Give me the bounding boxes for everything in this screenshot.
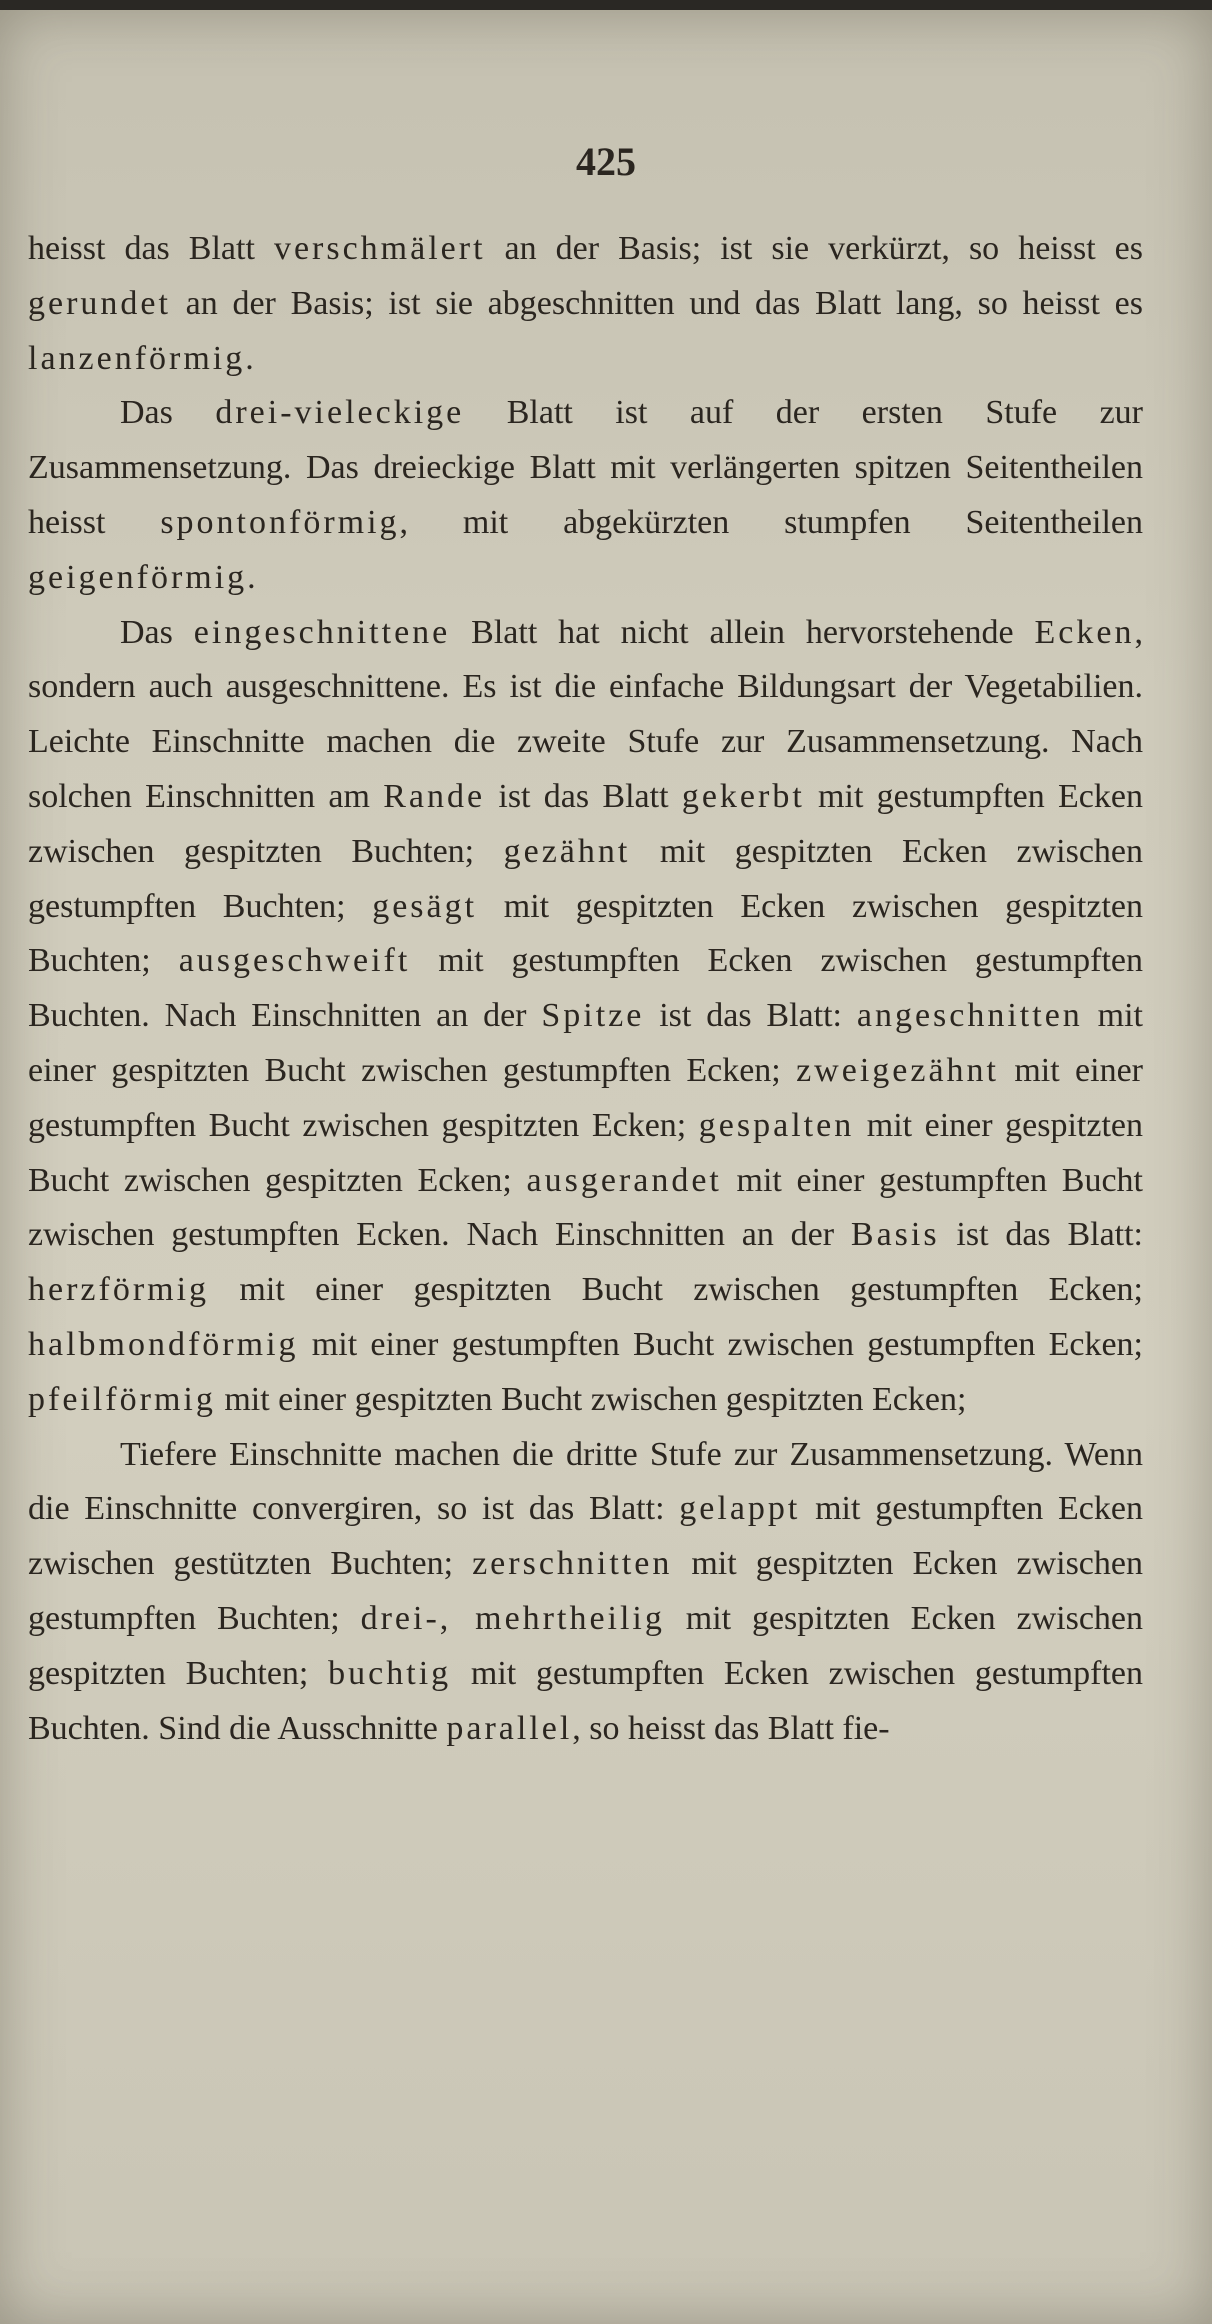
page-number: 425 — [576, 139, 636, 184]
paragraph: Das eingeschnittene Blatt hat nicht allein hervorstehende Ecken, sondern auch ausgeschnittene. Es ist die einfache Bildungsart der Vegetabilien. Leichte Einschnitte machen die zweite Stufe zur Zusammensetzung. Nach solchen Einschnitten am Rande ist das Blatt gekerbt mit gestumpften Ecken zwischen gespitzten Buchten; gezähnt mit gespitzten Ecken zwischen gestumpften Buchten; gesägt mit gespitzten Ecken zwischen gespitzten Buchten; ausgeschweift mit gestumpften Ecken zwischen gestumpften Buchten. Nach Einschnitten an der Spitze ist das Blatt: angeschnitten mit einer gespitzten Bucht zwischen gestumpften Ecken; zweigezähnt mit einer gestumpften Bucht zwischen gespitzten Ecken; gespalten mit einer gespitzten Bucht zwischen gespitzten Ecken; ausgerandet mit einer gestumpften Bucht zwischen gestumpften Ecken. Nach Einschnitten an der Basis ist das Blatt: herzförmig mit einer gespitzten Bucht zwischen gestumpften Ecken; halbmondförmig mit einer gestumpften Bucht zwischen gestumpften Ecken; pfeilförmig mit einer gespitzten Bucht zwischen gespitzten Ecken; — [28, 613, 1144, 1418]
paragraph: Das drei-vieleckige Blatt ist auf der ersten Stufe zur Zusammensetzung. Das dreieckige Blatt mit verlängerten spitzen Seitentheilen heisst spontonförmig, mit abgekürzten stumpfen Seitentheilen geigenförmig. — [28, 394, 1143, 596]
paragraph: Tiefere Einschnitte machen die dritte Stufe zur Zusammensetzung. Wenn die Einschnitte convergiren, so ist das Blatt: gelappt mit gestumpften Ecken zwischen gestützten Buchten; zerschnitten mit gespitzten Ecken zwischen gestumpften Buchten; drei-, mehrtheilig mit gespitzten Ecken zwischen gespitzten Buchten; buchtig mit gestumpften Ecken zwischen gestumpften Buchten. Sind die Ausschnitte parallel, so heisst das Blatt fie- — [28, 1435, 1144, 1747]
body-text — [28, 222, 1143, 1756]
book-page — [0, 10, 1212, 2324]
paragraph: heisst das Blatt verschmälert an der Basis; ist sie verkürzt, so heisst es gerundet an der Basis; ist sie abgeschnitten und das Blatt lang, so heisst es lanzenförmig. — [28, 230, 1143, 377]
